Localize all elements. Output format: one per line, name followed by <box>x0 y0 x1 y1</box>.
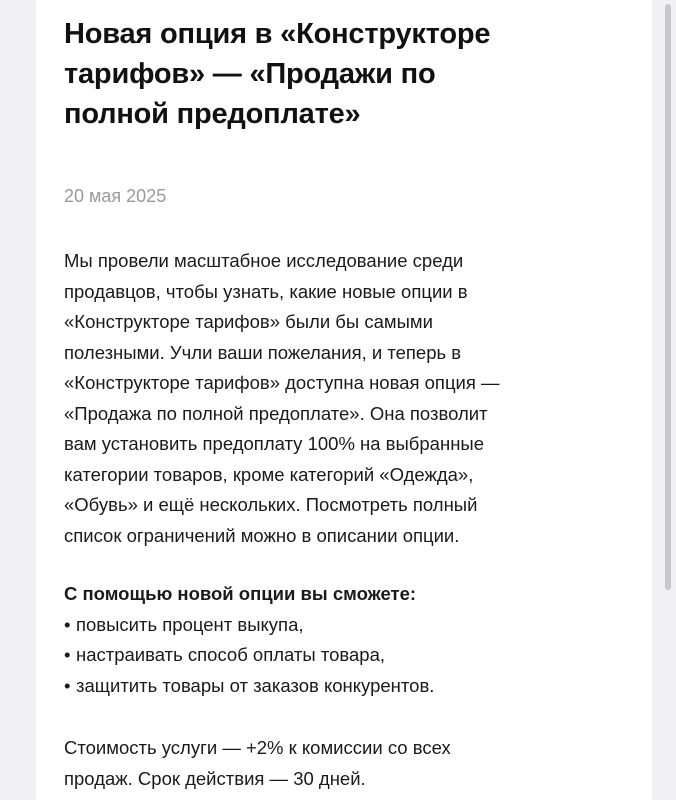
benefits-item-text: защитить товары от заказов конкурентов. <box>76 674 435 696</box>
article-date: 20 мая 2025 <box>64 186 167 206</box>
article-intro-line: полезными. Учли ваши пожелания, и теперь в <box>64 341 462 363</box>
benefits-item-text: настраивать способ оплаты товара, <box>76 644 386 665</box>
article-intro-line: «Конструкторе тарифов» были бы самыми <box>64 311 433 332</box>
article-intro-line: категории товаров, кроме категорий «Одежда», <box>64 463 474 485</box>
cost-line: продаж. Срок действия — 30 дней. <box>64 767 366 789</box>
article-intro-line: «Продажа по полной предоплате». Она позволит <box>64 402 488 424</box>
cost-paragraph <box>64 733 604 794</box>
article-page <box>36 0 652 800</box>
scrollbar-thumb[interactable] <box>665 4 671 590</box>
bullet-icon: • <box>64 613 71 635</box>
scrollbar-track[interactable] <box>652 0 676 800</box>
benefits-section <box>64 579 652 701</box>
benefits-list <box>64 610 652 702</box>
article-intro-line: «Обувь» и ещё нескольких. Посмотреть полный <box>64 494 478 515</box>
article-intro <box>64 246 604 551</box>
benefits-list-item <box>64 671 652 702</box>
benefits-list-item <box>64 610 652 641</box>
benefits-item-text: повысить процент выкупа, <box>76 613 304 635</box>
cost-line: Стоимость услуги — +2% к комиссии со всех <box>64 737 451 758</box>
benefits-list-item <box>64 640 652 671</box>
article-intro-line: продавцов, чтобы узнать, какие новые опции в <box>64 280 468 302</box>
article-title-line: тарифов» — «Продажи по <box>64 58 436 90</box>
benefits-heading: С помощью новой опции вы сможете: <box>64 583 417 604</box>
article-title <box>64 14 604 134</box>
article-title-line: Новая опция в «Конструкторе <box>64 18 491 50</box>
article-title-line: полной предоплате» <box>64 98 361 130</box>
article-intro-line: Мы провели масштабное исследование среди <box>64 250 464 271</box>
article-intro-line: список ограничений можно в описании опции. <box>64 524 460 546</box>
bullet-icon: • <box>64 674 71 696</box>
article-intro-line: вам установить предоплату 100% на выбранные <box>64 433 484 454</box>
bullet-icon: • <box>64 644 71 665</box>
article-intro-line: «Конструкторе тарифов» доступна новая опция — <box>64 372 500 393</box>
